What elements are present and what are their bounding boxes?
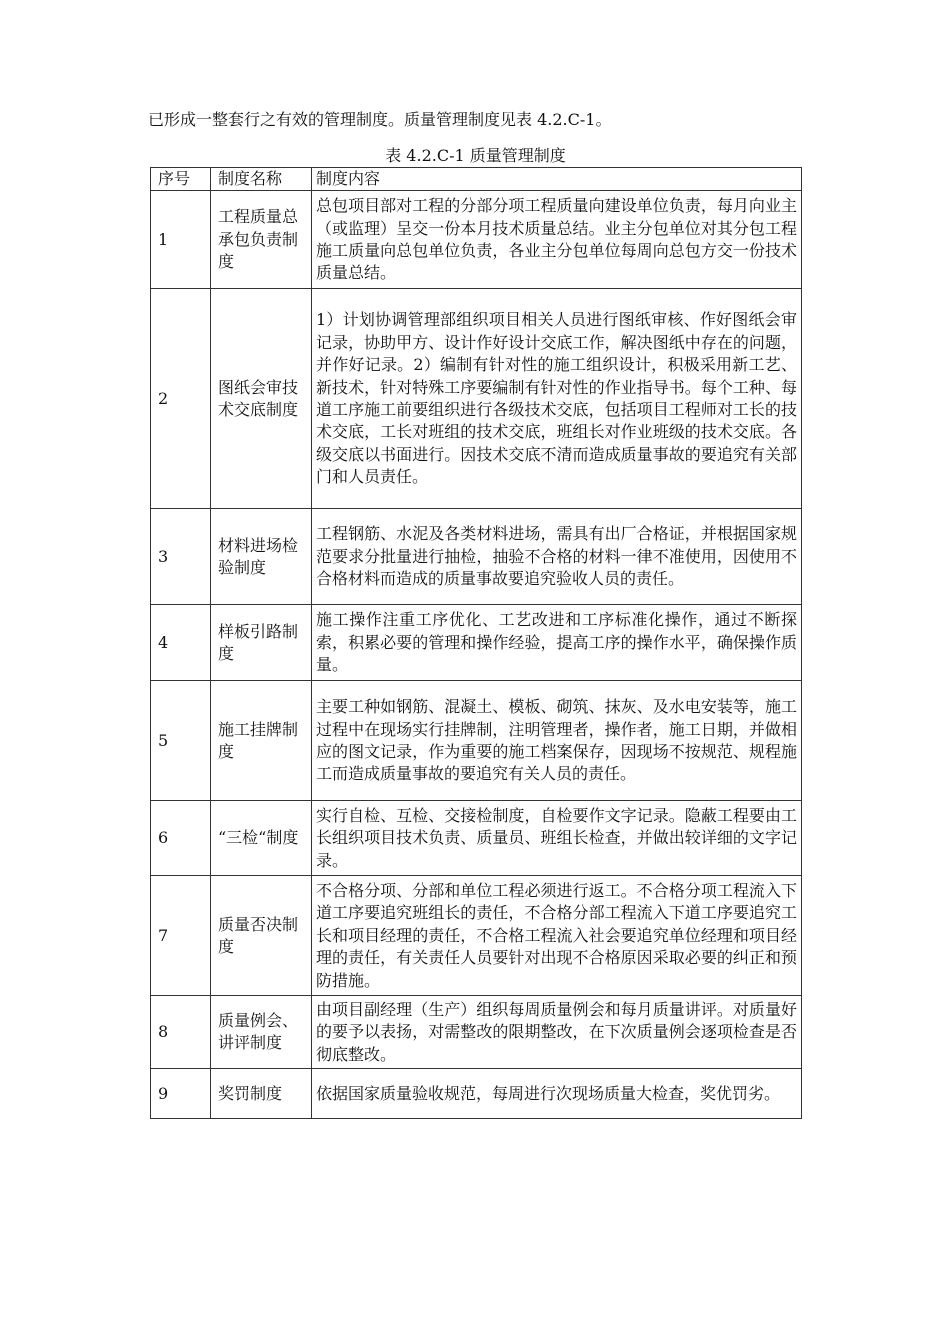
- table-row: [151, 605, 802, 681]
- row-no: 5: [151, 681, 211, 801]
- table-row: [151, 289, 802, 509]
- row-no: 6: [151, 801, 211, 876]
- row-content: 主要工种如钢筋、混凝土、模板、砌筑、抹灰、及水电安装等，施工过程中在现场实行挂牌制，注明管理者，操作者，施工日期，并做相应的图文记录，作为重要的施工档案保存，因现场不按规范、规程施工而造成质量事故的要追究有关人员的责任。: [312, 681, 802, 801]
- row-content: 1）计划协调管理部组织项目相关人员进行图纸审核、作好图纸会审记录，协助甲方、设计作好设计交底工作，解决图纸中存在的问题，并作好记录。2）编制有针对性的施工组织设计，积极采用新工艺、新技术，针对特殊工序要编制有针对性的作业指导书。每个工种、每道工序施工前要组织进行各级技术交底，包括项目工程师对工长的技术交底，工长对班组的技术交底，班组长对作业班级的技术交底。各级交底以书面进行。因技术交底不清而造成质量事故的要追究有关部门和人员责任。: [312, 289, 802, 509]
- row-name: 奖罚制度: [211, 1069, 312, 1119]
- table-row: [151, 509, 802, 605]
- row-content: 实行自检、互检、交接检制度，自检要作文字记录。隐蔽工程要由工长组织项目技术负责、质量员、班组长检查，并做出较详细的文字记录。: [312, 801, 802, 876]
- header-content: 制度内容: [312, 168, 802, 191]
- quality-management-table: [150, 167, 802, 1119]
- row-no: 4: [151, 605, 211, 681]
- row-content: 总包项目部对工程的分部分项工程质量向建设单位负责，每月向业主（或监理）呈交一份本月技术质量总结。业主分包单位对其分包工程施工质量向总包单位负责，各业主分包单位每周向总包方交一份技术质量总结。: [312, 191, 802, 289]
- row-content: 由项目副经理（生产）组织每周质量例会和每月质量讲评。对质量好的要予以表扬，对需整改的限期整改，在下次质量例会逐项检查是否彻底整改。: [312, 996, 802, 1069]
- row-name: “三检“制度: [211, 801, 312, 876]
- row-no: 7: [151, 876, 211, 996]
- row-name: 施工挂牌制度: [211, 681, 312, 801]
- table-row: [151, 876, 802, 996]
- table-row: [151, 681, 802, 801]
- row-name: 材料进场检验制度: [211, 509, 312, 605]
- row-name: 图纸会审技术交底制度: [211, 289, 312, 509]
- row-name: 工程质量总承包负责制度: [211, 191, 312, 289]
- row-no: 9: [151, 1069, 211, 1119]
- row-content: 不合格分项、分部和单位工程必须进行返工。不合格分项工程流入下道工序要追究班组长的责任，不合格分部工程流入下道工序要追究工长和项目经理的责任，不合格工程流入社会要追究单位经理和项目经理的责任，有关责任人员要针对出现不合格原因采取必要的纠正和预防措施。: [312, 876, 802, 996]
- table-row: [151, 1069, 802, 1119]
- row-name: 质量例会、讲评制度: [211, 996, 312, 1069]
- row-no: 3: [151, 509, 211, 605]
- row-content: 施工操作注重工序优化、工艺改进和工序标准化操作，通过不断探索，积累必要的管理和操作经验，提高工序的操作水平，确保操作质量。: [312, 605, 802, 681]
- intro-paragraph: 已形成一整套行之有效的管理制度。质量管理制度见表 4.2.C-1。: [148, 110, 612, 129]
- table-row: [151, 191, 802, 289]
- row-name: 样板引路制度: [211, 605, 312, 681]
- header-name: 制度名称: [211, 168, 312, 191]
- table-row: [151, 996, 802, 1069]
- table-header-row: [151, 168, 802, 191]
- row-content: 依据国家质量验收规范，每周进行次现场质量大检查，奖优罚劣。: [312, 1069, 802, 1119]
- row-no: 1: [151, 191, 211, 289]
- row-no: 8: [151, 996, 211, 1069]
- row-no: 2: [151, 289, 211, 509]
- table-row: [151, 801, 802, 876]
- row-name: 质量否决制度: [211, 876, 312, 996]
- row-content: 工程钢筋、水泥及各类材料进场，需具有出厂合格证，并根据国家规范要求分批量进行抽检，抽验不合格的材料一律不准使用，因使用不合格材料而造成的质量事故要追究验收人员的责任。: [312, 509, 802, 605]
- header-no: 序号: [151, 168, 211, 191]
- table-caption: 表 4.2.C-1 质量管理制度: [385, 146, 566, 165]
